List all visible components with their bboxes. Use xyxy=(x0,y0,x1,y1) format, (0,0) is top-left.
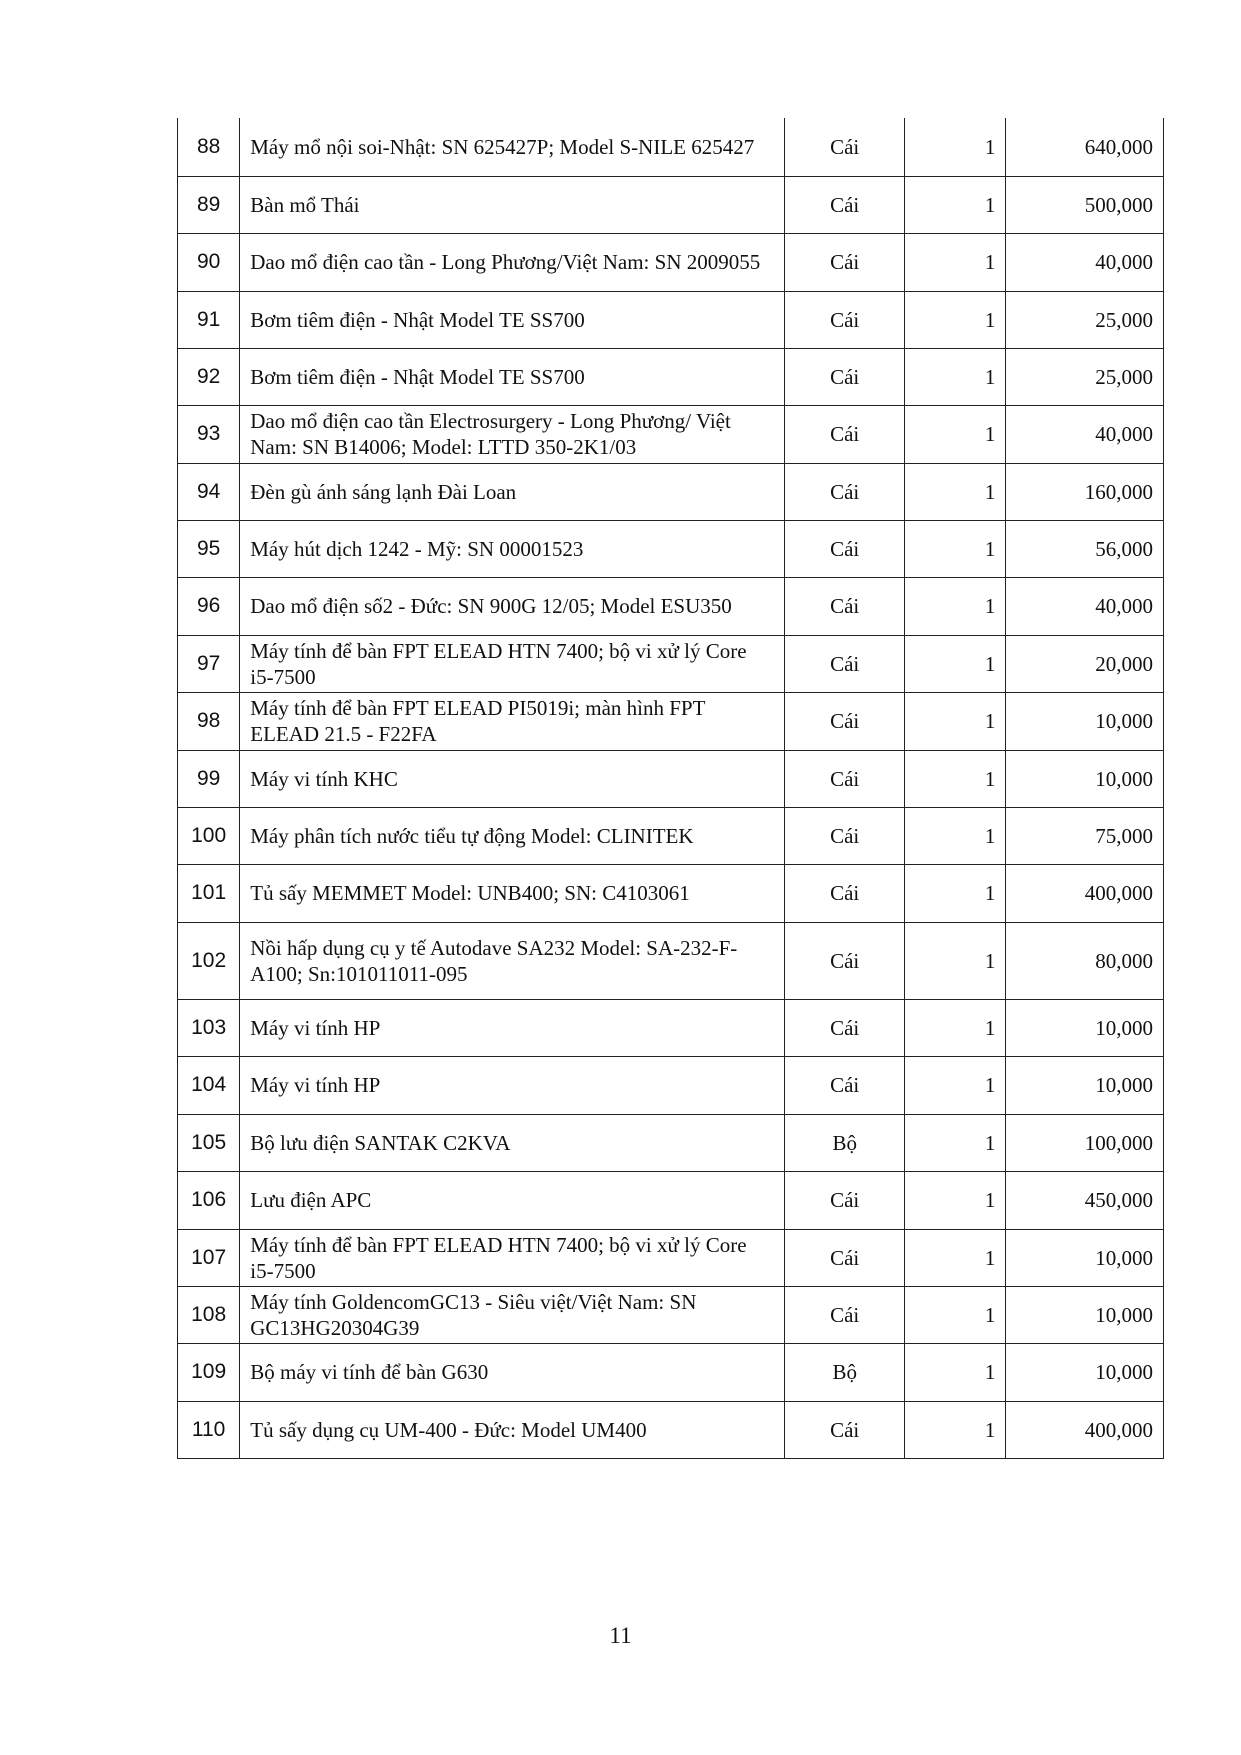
asset-name: Máy vi tính HP xyxy=(240,1056,785,1114)
asset-quantity: 1 xyxy=(904,463,1005,520)
row-number: 99 xyxy=(178,750,240,807)
asset-value: 10,000 xyxy=(1006,1343,1164,1401)
asset-quantity: 1 xyxy=(904,1286,1005,1343)
asset-value: 400,000 xyxy=(1006,1401,1164,1458)
asset-quantity: 1 xyxy=(904,520,1005,577)
asset-unit: Cái xyxy=(785,1286,904,1343)
asset-value: 56,000 xyxy=(1006,520,1164,577)
row-number: 101 xyxy=(178,864,240,922)
asset-value: 10,000 xyxy=(1006,1286,1164,1343)
row-number: 93 xyxy=(178,405,240,463)
asset-name: Máy tính để bàn FPT ELEAD HTN 7400; bộ vi xử lý Core i5-7500 xyxy=(240,1229,785,1286)
asset-value: 10,000 xyxy=(1006,999,1164,1056)
row-number: 94 xyxy=(178,463,240,520)
row-number: 100 xyxy=(178,807,240,864)
asset-value: 40,000 xyxy=(1006,577,1164,635)
asset-unit: Cái xyxy=(785,922,904,999)
table-row xyxy=(178,233,1164,291)
row-number: 105 xyxy=(178,1114,240,1171)
asset-value: 10,000 xyxy=(1006,750,1164,807)
table-row xyxy=(178,999,1164,1056)
table-row xyxy=(178,1114,1164,1171)
row-number: 109 xyxy=(178,1343,240,1401)
row-number: 95 xyxy=(178,520,240,577)
table-row xyxy=(178,577,1164,635)
asset-value: 80,000 xyxy=(1006,922,1164,999)
row-number: 96 xyxy=(178,577,240,635)
table-row xyxy=(178,1171,1164,1229)
asset-name: Bàn mổ Thái xyxy=(240,176,785,233)
asset-unit: Cái xyxy=(785,291,904,348)
table-row xyxy=(178,692,1164,750)
asset-quantity: 1 xyxy=(904,807,1005,864)
table-row xyxy=(178,348,1164,405)
asset-name: Đèn gù ánh sáng lạnh Đài Loan xyxy=(240,463,785,520)
asset-unit: Bộ xyxy=(785,1343,904,1401)
asset-unit: Cái xyxy=(785,233,904,291)
asset-unit: Cái xyxy=(785,118,904,176)
asset-quantity: 1 xyxy=(904,577,1005,635)
asset-value: 75,000 xyxy=(1006,807,1164,864)
asset-name: Máy tính để bàn FPT ELEAD HTN 7400; bộ vi xử lý Core i5-7500 xyxy=(240,635,785,692)
asset-value: 640,000 xyxy=(1006,118,1164,176)
asset-unit: Cái xyxy=(785,176,904,233)
table-row xyxy=(178,1286,1164,1343)
asset-name: Dao mổ điện cao tần - Long Phương/Việt Nam: SN 2009055 xyxy=(240,233,785,291)
asset-quantity: 1 xyxy=(904,1229,1005,1286)
asset-value: 10,000 xyxy=(1006,1056,1164,1114)
table-row xyxy=(178,807,1164,864)
asset-unit: Cái xyxy=(785,348,904,405)
asset-value: 160,000 xyxy=(1006,463,1164,520)
row-number: 110 xyxy=(178,1401,240,1458)
asset-quantity: 1 xyxy=(904,118,1005,176)
row-number: 92 xyxy=(178,348,240,405)
asset-name: Bơm tiêm điện - Nhật Model TE SS700 xyxy=(240,291,785,348)
asset-quantity: 1 xyxy=(904,635,1005,692)
asset-quantity: 1 xyxy=(904,750,1005,807)
row-number: 89 xyxy=(178,176,240,233)
asset-quantity: 1 xyxy=(904,1401,1005,1458)
row-number: 108 xyxy=(178,1286,240,1343)
asset-unit: Cái xyxy=(785,1056,904,1114)
asset-unit: Cái xyxy=(785,1171,904,1229)
asset-name: Máy vi tính KHC xyxy=(240,750,785,807)
table-row xyxy=(178,463,1164,520)
asset-quantity: 1 xyxy=(904,1171,1005,1229)
row-number: 98 xyxy=(178,692,240,750)
asset-name: Máy tính để bàn FPT ELEAD PI5019i; màn hình FPT ELEAD 21.5 - F22FA xyxy=(240,692,785,750)
asset-unit: Cái xyxy=(785,864,904,922)
asset-value: 10,000 xyxy=(1006,1229,1164,1286)
asset-unit: Cái xyxy=(785,577,904,635)
asset-value: 40,000 xyxy=(1006,405,1164,463)
table-row xyxy=(178,922,1164,999)
table-row xyxy=(178,1343,1164,1401)
asset-name: Dao mổ điện cao tần Electrosurgery - Long Phương/ Việt Nam: SN B14006; Model: LTTD 350-2K1/03 xyxy=(240,405,785,463)
asset-quantity: 1 xyxy=(904,1114,1005,1171)
asset-table xyxy=(177,118,1164,1459)
asset-name: Bộ máy vi tính để bàn G630 xyxy=(240,1343,785,1401)
asset-quantity: 1 xyxy=(904,405,1005,463)
asset-quantity: 1 xyxy=(904,176,1005,233)
table-row xyxy=(178,635,1164,692)
table-row xyxy=(178,176,1164,233)
asset-unit: Cái xyxy=(785,1229,904,1286)
table-row xyxy=(178,405,1164,463)
asset-quantity: 1 xyxy=(904,233,1005,291)
asset-name: Máy tính GoldencomGC13 - Siêu việt/Việt Nam: SN GC13HG20304G39 xyxy=(240,1286,785,1343)
row-number: 97 xyxy=(178,635,240,692)
asset-name: Lưu điện APC xyxy=(240,1171,785,1229)
asset-quantity: 1 xyxy=(904,864,1005,922)
table-row xyxy=(178,520,1164,577)
table-row xyxy=(178,291,1164,348)
asset-unit: Cái xyxy=(785,807,904,864)
page-number: 11 xyxy=(609,1623,632,1648)
asset-name: Máy vi tính HP xyxy=(240,999,785,1056)
asset-name: Dao mổ điện số2 - Đức: SN 900G 12/05; Model ESU350 xyxy=(240,577,785,635)
asset-unit: Cái xyxy=(785,750,904,807)
row-number: 90 xyxy=(178,233,240,291)
asset-unit: Cái xyxy=(785,463,904,520)
asset-value: 25,000 xyxy=(1006,291,1164,348)
row-number: 102 xyxy=(178,922,240,999)
asset-name: Tủ sấy MEMMET Model: UNB400; SN: C4103061 xyxy=(240,864,785,922)
asset-quantity: 1 xyxy=(904,291,1005,348)
table-row xyxy=(178,1401,1164,1458)
asset-value: 40,000 xyxy=(1006,233,1164,291)
asset-quantity: 1 xyxy=(904,922,1005,999)
table-row xyxy=(178,864,1164,922)
row-number: 91 xyxy=(178,291,240,348)
asset-quantity: 1 xyxy=(904,692,1005,750)
asset-value: 500,000 xyxy=(1006,176,1164,233)
asset-unit: Cái xyxy=(785,520,904,577)
asset-unit: Bộ xyxy=(785,1114,904,1171)
asset-unit: Cái xyxy=(785,1401,904,1458)
asset-value: 20,000 xyxy=(1006,635,1164,692)
asset-quantity: 1 xyxy=(904,1343,1005,1401)
asset-value: 10,000 xyxy=(1006,692,1164,750)
asset-value: 25,000 xyxy=(1006,348,1164,405)
asset-value: 450,000 xyxy=(1006,1171,1164,1229)
table-row xyxy=(178,118,1164,176)
asset-unit: Cái xyxy=(785,405,904,463)
asset-name: Bơm tiêm điện - Nhật Model TE SS700 xyxy=(240,348,785,405)
row-number: 103 xyxy=(178,999,240,1056)
table-row xyxy=(178,1056,1164,1114)
row-number: 107 xyxy=(178,1229,240,1286)
asset-name: Máy hút dịch 1242 - Mỹ: SN 00001523 xyxy=(240,520,785,577)
asset-unit: Cái xyxy=(785,999,904,1056)
asset-quantity: 1 xyxy=(904,1056,1005,1114)
asset-name: Tủ sấy dụng cụ UM-400 - Đức: Model UM400 xyxy=(240,1401,785,1458)
asset-value: 100,000 xyxy=(1006,1114,1164,1171)
asset-name: Máy mổ nội soi-Nhật: SN 625427P; Model S-NILE 625427 xyxy=(240,118,785,176)
asset-table-body xyxy=(178,118,1164,1458)
asset-quantity: 1 xyxy=(904,348,1005,405)
asset-unit: Cái xyxy=(785,692,904,750)
asset-name: Bộ lưu điện SANTAK C2KVA xyxy=(240,1114,785,1171)
row-number: 104 xyxy=(178,1056,240,1114)
asset-quantity: 1 xyxy=(904,999,1005,1056)
row-number: 88 xyxy=(178,118,240,176)
row-number: 106 xyxy=(178,1171,240,1229)
table-row xyxy=(178,1229,1164,1286)
asset-name: Máy phân tích nước tiểu tự động Model: CLINITEK xyxy=(240,807,785,864)
asset-unit: Cái xyxy=(785,635,904,692)
table-row xyxy=(178,750,1164,807)
asset-name: Nồi hấp dụng cụ y tế Autodave SA232 Model: SA-232-F-A100; Sn:101011011-095 xyxy=(240,922,785,999)
asset-value: 400,000 xyxy=(1006,864,1164,922)
